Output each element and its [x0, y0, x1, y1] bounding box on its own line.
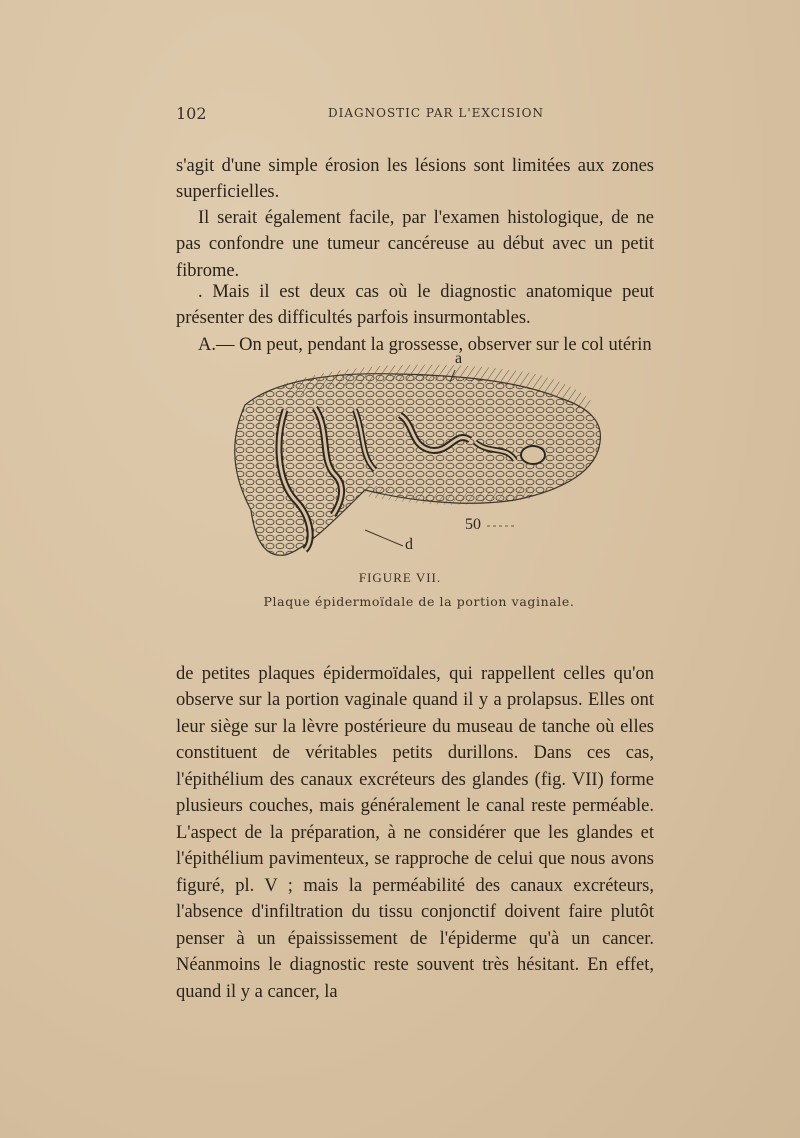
figure-caption-text: Plaque épidermoïdale de la portion vaginale.	[263, 594, 575, 609]
histology-figure	[215, 350, 610, 572]
paragraph-5: de petites plaques épidermoïdales, qui rappellent celles qu'on observe sur la portion vaginale quand il y a prolapsus. Elles ont leur siège sur la lèvre postérieure du museau de tanche où elles constituent de véritables petits durillons. Dans ces cas, l'épithélium des canaux excréteurs des glandes (fig. VII) forme plusieurs couches, mais généralement le canal reste perméable. L'aspect de la préparation, à ne considérer que les glandes et l'épithélium pavimenteux, se rapproche de celui que nous avons figuré, pl. V ; mais la perméabilité des canaux excréteurs, l'absence d'infiltration du tissu conjonctif doivent faire plutôt penser à un épaississement de l'épiderme qu'à un cancer. Néanmoins le diagnostic reste souvent très hésitant. En effet, quand il y a cancer, la	[176, 663, 654, 1002]
figure-caption-title: FIGURE VII.	[358, 570, 442, 585]
page-number: 102	[176, 104, 207, 123]
figure-label-50: 50	[465, 516, 481, 533]
figure-label-d: d	[405, 536, 413, 553]
paragraph-1: s'agit d'une simple érosion les lésions sont limitées aux zones superficielles.	[176, 155, 654, 202]
paragraph-3: . Mais il est deux cas où le diagnostic anatomique peut présenter des difficultés parfois insurmontables.	[176, 281, 654, 328]
figure-label-a: a	[455, 350, 463, 367]
paragraph-2: Il serait également facile, par l'examen histologique, de ne pas confondre une tumeur cancéreuse au début avec un petit fibrome.	[176, 207, 654, 281]
paragraph-4: A.— On peut, pendant la grossesse, observer sur le col utérin	[198, 334, 652, 355]
running-title: DIAGNOSTIC PAR L'EXCISION	[328, 106, 544, 120]
